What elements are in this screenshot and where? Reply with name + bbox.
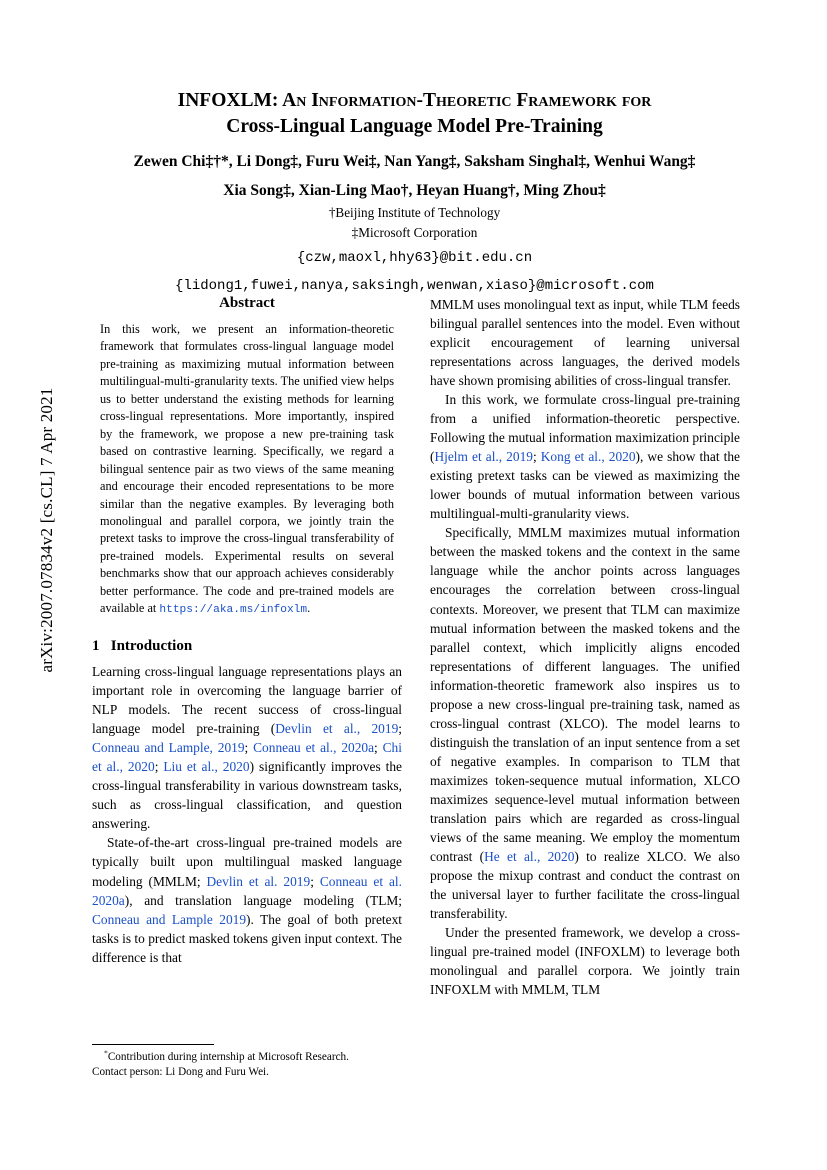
abstract-heading: Abstract — [219, 295, 275, 311]
author-line-1: Zewen Chi‡†*, Li Dong‡, Furu Wei‡, Nan Yang‡, Saksham Singhal‡, Wenhui Wang‡ — [133, 153, 696, 171]
citation-hjelm-2019[interactable]: Hjelm et al., 2019 — [434, 449, 533, 465]
intro-p1-f: ) significantly improves the cross-lingual transferability in various downstream tasks, such as cross-lingual classification, and question answering. — [92, 759, 402, 832]
body-columns — [92, 295, 740, 999]
arxiv-stamp: arXiv:2007.07834v2 [cs.CL] 7 Apr 2021 — [37, 387, 56, 673]
citation-he-2020[interactable]: He et al., 2020 — [484, 848, 575, 864]
citation-chi-2020[interactable]: Chi et al., 2020 — [92, 740, 402, 775]
intro-paragraph-1 — [92, 662, 402, 833]
right-p3-a: Specifically, MMLM maximizes mutual information between the masked tokens and the context in the same language while the anchor points across languages encourages the correlation between cross-lingual contexts. Moreover, we present that TLM can maximize mutual information between the masked tokens and the parallel context, which implicitly aligns encoded representations of different languages. The unified information-theoretic framework also inspires us to propose a new cross-lingual pre-training task, named as cross-lingual contrast (XLCO). The model learns to distinguish the translation of an input sentence from a set of negative examples. In comparison to TLM that maximizes token-sequence mutual information, XLCO maximizes sequence-level mutual information between translation pairs which are regarded as cross-lingual views of the same meaning. We employ the momentum contrast ( — [430, 525, 740, 864]
right-p2-b: ; — [532, 449, 541, 465]
intro-p2-a: State-of-the-art cross-lingual pre-trained models are typically built upon multilingual masked language modeling (MMLM; — [92, 835, 402, 889]
section-heading-introduction — [92, 638, 402, 655]
citation-conneau-lample-2019-b[interactable]: Conneau and Lample 2019 — [92, 911, 247, 927]
paper-header — [92, 88, 737, 296]
intro-p2-d: ). The goal of both pretext tasks is to predict masked tokens given input context. The difference is that — [92, 911, 402, 965]
affiliation-line-2: ‡Microsoft Corporation — [351, 224, 478, 240]
intro-p2-c: ), and translation language modeling (TLM; — [124, 892, 402, 908]
intro-p1-d: ; — [374, 740, 383, 756]
email-line-2: {lidong1,fuwei,nanya,saksingh,wenwan,xiaso}@microsoft.com — [175, 277, 654, 294]
citation-conneau-2020a-b[interactable]: Conneau et al. 2020a — [92, 873, 402, 908]
abstract-text-part2: . — [307, 601, 311, 616]
title-line-2: Cross-Lingual Language Model Pre-Training — [226, 115, 603, 137]
citation-devlin-2019-b[interactable]: Devlin et al. 2019 — [206, 873, 311, 889]
abstract-text-part1: In this work, we present an information-theoretic framework that formulates cross-lingual language model pre-training as maximizing mutual information between multilingual-multi-granularity texts. The unified view helps us to better understand the existing methods for learning cross-lingual representations. More importantly, inspired by the framework, we propose a new pre-training task based on contrastive learning. Specifically, we regard a bilingual sentence pair as two views of the same meaning and encourage their encoded representations to be more similar than the negative examples. By leveraging both monolingual and parallel corpora, we jointly train the pretext tasks to improve the cross-lingual transferability of pre-trained models. Experimental results on several benchmarks show that our approach achieves considerably better performance. The code and pre-trained models are available at — [100, 322, 394, 616]
infoxlm-url-link[interactable]: https://aka.ms/infoxlm — [159, 604, 308, 617]
intro-p1-a: Learning cross-lingual language representations plays an important role in overcoming the language barrier of NLP models. The recent success of cross-lingual language model pre-training ( — [92, 664, 402, 737]
footnote-divider — [92, 1044, 214, 1045]
footnote-text — [92, 1050, 404, 1080]
footnote-line-1: Contribution during internship at Microsoft Research. — [107, 1051, 349, 1063]
footnote-area — [92, 1044, 404, 1080]
abstract-text — [92, 321, 402, 619]
footnote-marker: * — [104, 1048, 108, 1058]
author-line-2: Xia Song‡, Xian-Ling Mao†, Heyan Huang†, Ming Zhou‡ — [223, 181, 606, 199]
right-paragraph-4: Under the presented framework, we develop a cross-lingual pre-trained model (INFOXLM) to leverage both monolingual and parallel corpora. We jointly train INFOXLM with MMLM, TLM — [430, 925, 740, 998]
right-paragraph-1: MMLM uses monolingual text as input, while TLM feeds bilingual parallel sentences into the model. Even without explicit encouragement of learning universal representations across languages, the derived models have shown promising abilities of cross-lingual transfer. — [430, 297, 740, 389]
title-line-1: INFOXLM: An Information-Theoretic Framework for — [177, 90, 652, 111]
citation-conneau-lample-2019[interactable]: Conneau and Lample, 2019 — [92, 740, 245, 756]
right-paragraph-3 — [430, 523, 740, 923]
citation-conneau-2020a[interactable]: Conneau et al., 2020a — [253, 740, 375, 756]
affiliation-line-1: †Beijing Institute of Technology — [328, 205, 501, 221]
section-number: 1 — [92, 638, 100, 655]
intro-paragraph-2 — [92, 833, 402, 966]
intro-p1-b: ; — [398, 721, 403, 737]
email-line-1: {czw,maoxl,hhy63}@bit.edu.cn — [296, 250, 533, 267]
right-p3-b: ) to realize XLCO. We also propose the mixup contrast and conduct the contrast on the universal layer to further facilitate the cross-lingual transferability. — [430, 848, 740, 921]
footnote-line-2: Contact person: Li Dong and Furu Wei. — [92, 1066, 269, 1078]
right-column — [430, 295, 740, 999]
right-paragraph-2 — [430, 390, 740, 523]
right-p2-a: In this work, we formulate cross-lingual pre-training from a unified information-theoretic perspective. Following the mutual information maximization principle ( — [430, 392, 740, 465]
left-column — [92, 295, 402, 999]
citation-kong-2020[interactable]: Kong et al., 2020 — [540, 449, 636, 465]
right-p2-c: ), we show that the existing pretext tasks can be viewed as maximizing the lower bounds of mutual information between various multilingual-multi-granularity views. — [430, 449, 740, 522]
intro-p2-b: ; — [310, 873, 320, 889]
intro-p1-c: ; — [244, 740, 254, 756]
citation-devlin-2019[interactable]: Devlin et al., 2019 — [275, 721, 399, 737]
section-title: Introduction — [110, 638, 193, 655]
citation-liu-2020[interactable]: Liu et al., 2020 — [163, 759, 250, 775]
page-title — [92, 88, 737, 139]
intro-p1-e: ; — [154, 759, 164, 775]
